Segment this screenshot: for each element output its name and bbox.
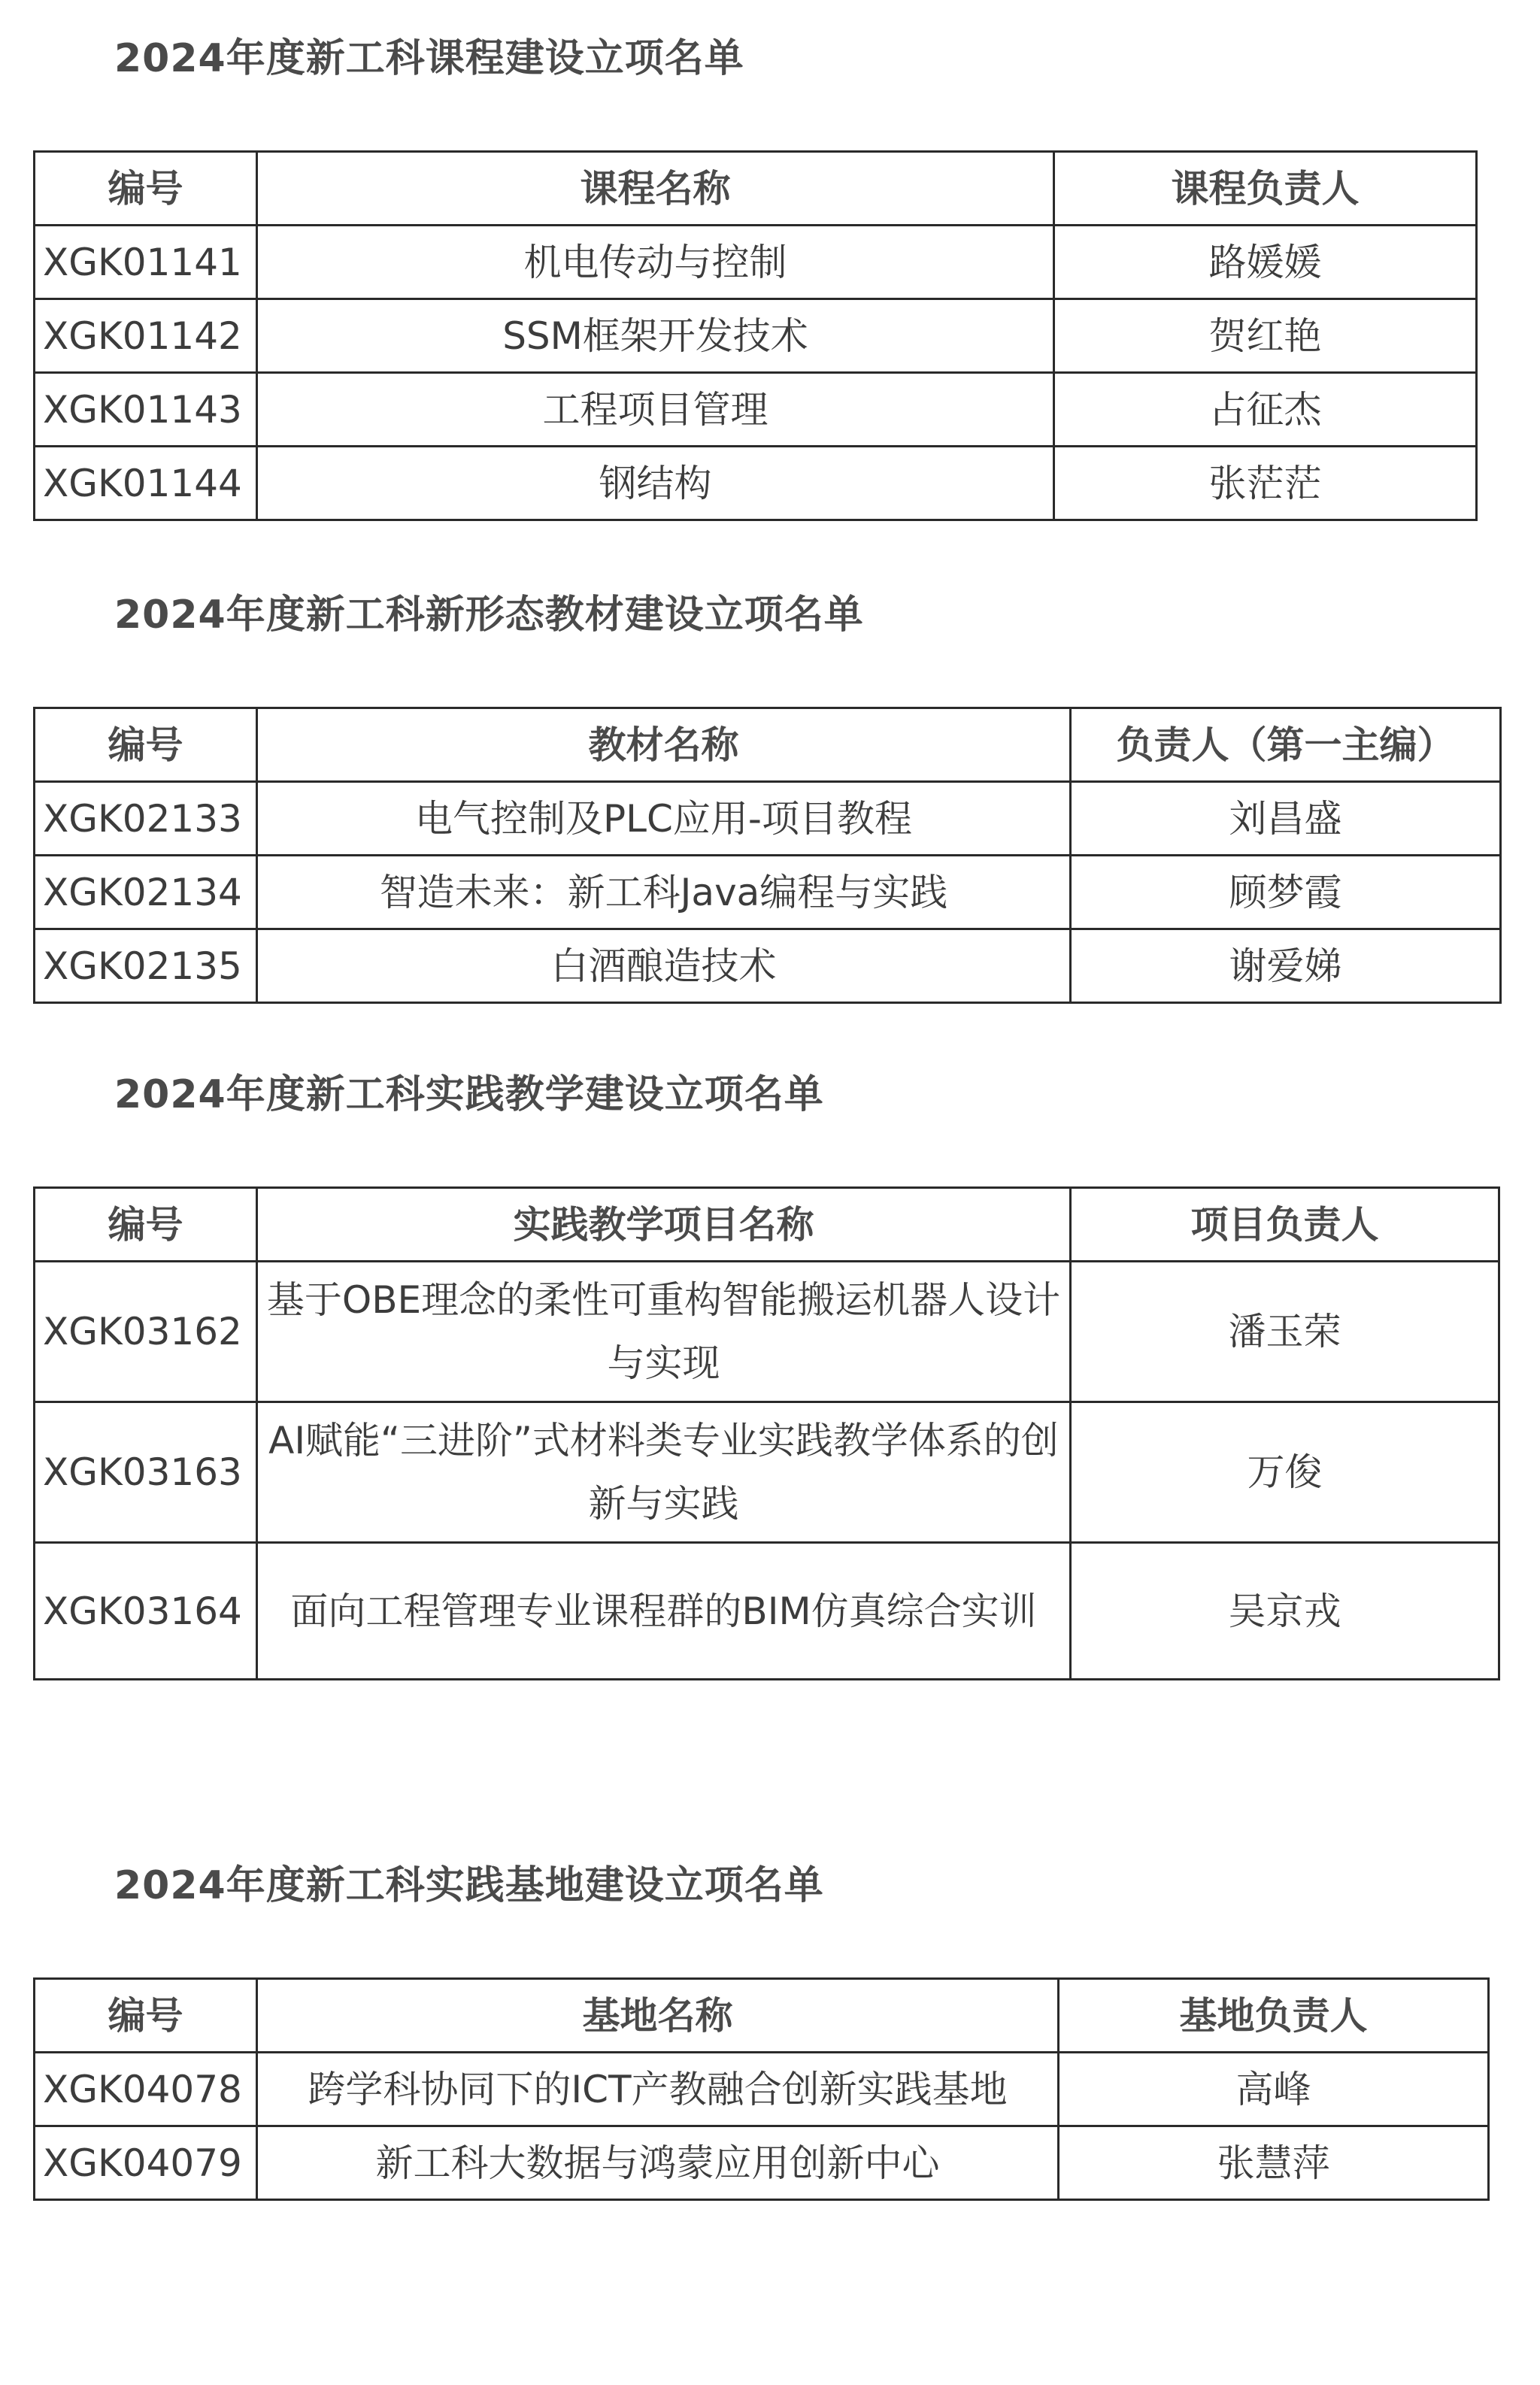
row-name: 面向工程管理专业课程群的BIM仿真综合实训 xyxy=(257,1543,1071,1680)
row-name: 白酒酿造技术 xyxy=(257,929,1071,1003)
courses-table xyxy=(33,150,1478,521)
table-header-row xyxy=(35,152,1477,226)
header-leader: 课程负责人 xyxy=(1054,152,1477,226)
row-leader: 贺红艳 xyxy=(1054,299,1477,373)
row-leader: 刘昌盛 xyxy=(1071,782,1501,856)
row-name: SSM框架开发技术 xyxy=(257,299,1054,373)
row-name: 钢结构 xyxy=(257,447,1054,520)
row-leader: 张茫茫 xyxy=(1054,447,1477,520)
row-leader: 张慧萍 xyxy=(1059,2126,1489,2200)
row-leader: 路媛媛 xyxy=(1054,226,1477,299)
header-code: 编号 xyxy=(35,1188,257,1262)
row-name: 基于OBE理念的柔性可重构智能搬运机器人设计与实现 xyxy=(257,1262,1071,1402)
row-code: XGK01142 xyxy=(35,299,257,373)
table-row xyxy=(35,929,1501,1003)
row-code: XGK02133 xyxy=(35,782,257,856)
table-row xyxy=(35,2126,1489,2200)
practice-bases-table xyxy=(33,1977,1490,2201)
section-title-courses: 2024年度新工科课程建设立项名单 xyxy=(114,36,744,81)
row-leader: 万俊 xyxy=(1071,1402,1499,1543)
row-leader: 潘玉荣 xyxy=(1071,1262,1499,1402)
row-code: XGK02135 xyxy=(35,929,257,1003)
row-code: XGK02134 xyxy=(35,856,257,929)
textbooks-table xyxy=(33,707,1502,1004)
section-title-practice-bases: 2024年度新工科实践基地建设立项名单 xyxy=(114,1863,824,1908)
row-leader: 高峰 xyxy=(1059,2053,1489,2126)
row-code: XGK04078 xyxy=(35,2053,257,2126)
row-name: AI赋能“三进阶”式材料类专业实践教学体系的创新与实践 xyxy=(257,1402,1071,1543)
section-title-practice-teaching: 2024年度新工科实践教学建设立项名单 xyxy=(114,1072,824,1117)
row-code: XGK04079 xyxy=(35,2126,257,2200)
header-name: 课程名称 xyxy=(257,152,1054,226)
header-name: 教材名称 xyxy=(257,708,1071,782)
table-row xyxy=(35,299,1477,373)
row-code: XGK01144 xyxy=(35,447,257,520)
row-code: XGK01143 xyxy=(35,373,257,447)
row-code: XGK01141 xyxy=(35,226,257,299)
header-leader: 基地负责人 xyxy=(1059,1979,1489,2053)
row-name: 跨学科协同下的ICT产教融合创新实践基地 xyxy=(257,2053,1059,2126)
row-name: 新工科大数据与鸿蒙应用创新中心 xyxy=(257,2126,1059,2200)
row-leader: 谢爱娣 xyxy=(1071,929,1501,1003)
table-row xyxy=(35,373,1477,447)
table-header-row xyxy=(35,708,1501,782)
header-leader: 项目负责人 xyxy=(1071,1188,1499,1262)
header-code: 编号 xyxy=(35,1979,257,2053)
row-name: 工程项目管理 xyxy=(257,373,1054,447)
table-row xyxy=(35,447,1477,520)
table-row xyxy=(35,226,1477,299)
table-row xyxy=(35,856,1501,929)
header-code: 编号 xyxy=(35,708,257,782)
row-name: 机电传动与控制 xyxy=(257,226,1054,299)
section-title-textbooks: 2024年度新工科新形态教材建设立项名单 xyxy=(114,592,864,638)
row-code: XGK03162 xyxy=(35,1262,257,1402)
table-row xyxy=(35,1402,1499,1543)
table-row xyxy=(35,782,1501,856)
row-name: 电气控制及PLC应用-项目教程 xyxy=(257,782,1071,856)
row-name: 智造未来：新工科Java编程与实践 xyxy=(257,856,1071,929)
table-row xyxy=(35,2053,1489,2126)
table-header-row xyxy=(35,1979,1489,2053)
table-header-row xyxy=(35,1188,1499,1262)
row-leader: 吴京戎 xyxy=(1071,1543,1499,1680)
table-row xyxy=(35,1262,1499,1402)
header-leader: 负责人（第一主编） xyxy=(1071,708,1501,782)
practice-teaching-table xyxy=(33,1186,1500,1680)
header-name: 实践教学项目名称 xyxy=(257,1188,1071,1262)
table-row xyxy=(35,1543,1499,1680)
row-leader: 顾梦霞 xyxy=(1071,856,1501,929)
header-name: 基地名称 xyxy=(257,1979,1059,2053)
row-leader: 占征杰 xyxy=(1054,373,1477,447)
header-code: 编号 xyxy=(35,152,257,226)
row-code: XGK03163 xyxy=(35,1402,257,1543)
row-code: XGK03164 xyxy=(35,1543,257,1680)
